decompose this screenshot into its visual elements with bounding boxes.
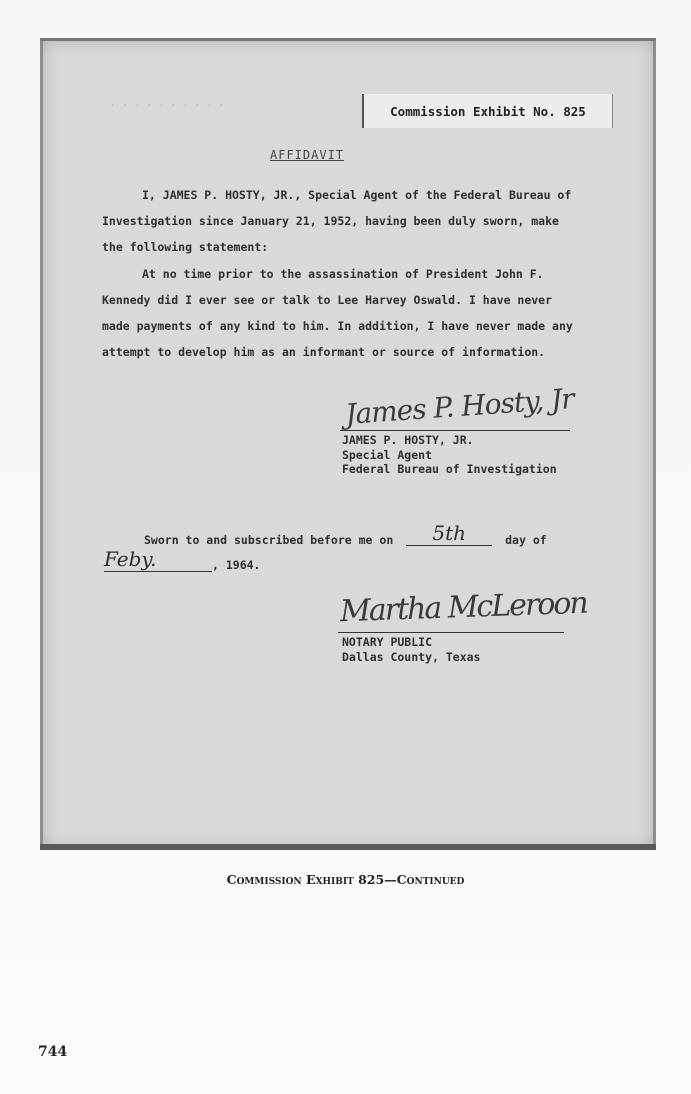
hosty-signature: James P. Hosty, Jr xyxy=(344,382,575,431)
document-photostat xyxy=(40,38,656,850)
sworn-month: Feby. xyxy=(104,547,212,572)
page-number: 744 xyxy=(38,1044,68,1060)
sworn-suffix: day of xyxy=(505,533,547,547)
signer-block xyxy=(342,433,557,477)
ghost-bleed-text: . . . . . . . . . . xyxy=(110,98,225,109)
paragraph-statement: At no time prior to the assassination of President John F. Kennedy did I ever see or talk to Lee Harvey Oswald. I have never made payments of any kind to him. In addition, I have never made any attempt to develop him as an informant or source of information. xyxy=(102,266,573,360)
exhibit-caption: Commission Exhibit 825—Continued xyxy=(226,872,465,887)
sworn-day: 5th xyxy=(406,521,492,546)
notary-county: Dallas County, Texas xyxy=(342,650,481,664)
notary-signature: Martha McLeroon xyxy=(339,585,588,630)
exhibit-label xyxy=(362,94,613,128)
month-line xyxy=(104,547,261,575)
signer-name: JAMES P. HOSTY, JR. xyxy=(342,433,474,447)
signature-line xyxy=(340,430,570,431)
notary-block xyxy=(342,635,480,665)
sworn-prefix: Sworn to and subscribed before me on xyxy=(144,533,394,547)
sworn-year: , 1964. xyxy=(212,558,261,572)
affidavit-body xyxy=(102,182,582,365)
notary-signature-line xyxy=(338,632,564,633)
signer-title: Special Agent xyxy=(342,447,433,462)
paragraph-intro: I, JAMES P. HOSTY, JR., Special Agent of the Federal Bureau of Investigation since January 21, 1952, having been duly sworn, make the following statement: xyxy=(102,188,572,255)
affidavit-title: AFFIDAVIT xyxy=(270,148,345,162)
exhibit-label-text: Commission Exhibit No. 825 xyxy=(390,103,586,119)
signer-agency: Federal Bureau of Investigation xyxy=(342,462,557,476)
notary-title: NOTARY PUBLIC xyxy=(342,635,433,649)
